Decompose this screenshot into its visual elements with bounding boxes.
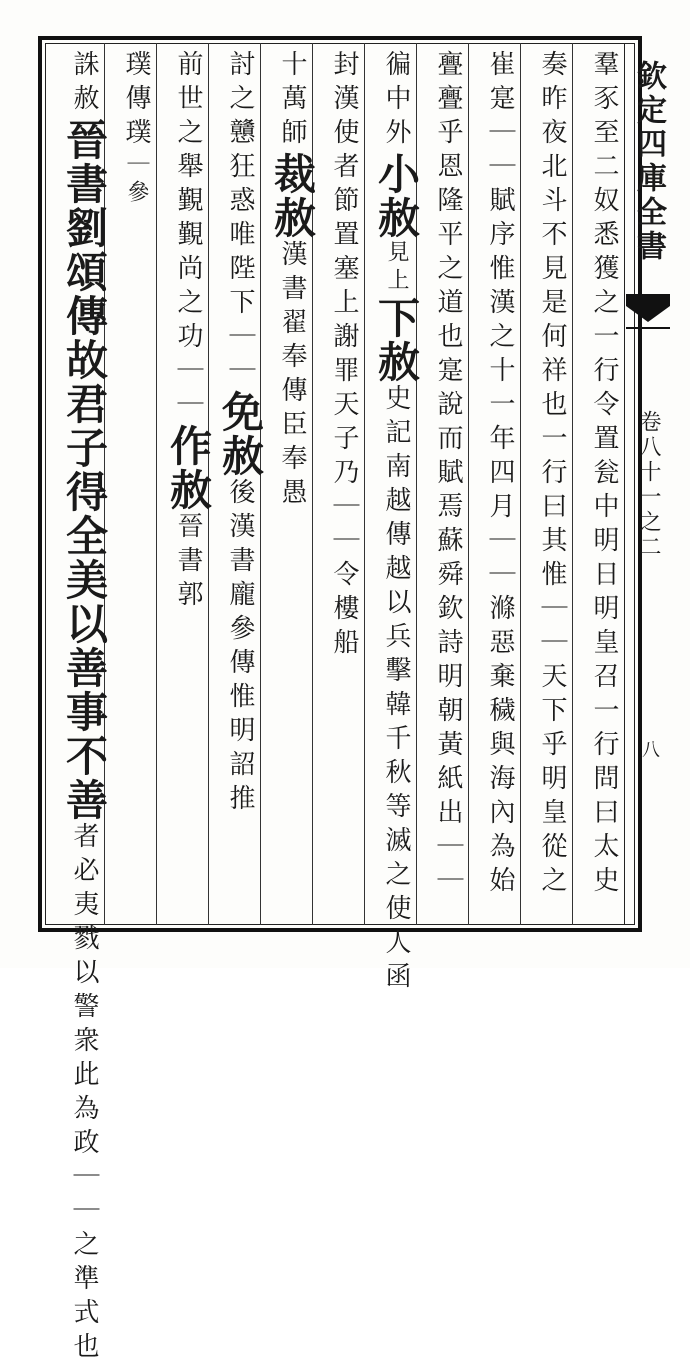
- text-column: 亹亹乎恩隆平之道也寔說而賦焉蘇舜欽詩明朝黃紙出｜｜: [433, 50, 463, 900]
- text-column: 前世之舉覲覲尚之功｜｜作赦晉書郭: [164, 50, 213, 614]
- fishtail-mark-icon: [624, 292, 672, 332]
- text-column: 奏昨夜北斗不見是何祥也一行曰其惟｜｜天下乎明皇從之: [537, 50, 567, 900]
- entry-heading: 免赦: [216, 390, 265, 478]
- text-column: 璞傳璞｜參: [121, 50, 151, 208]
- text-column: 誅赦晉書劉頌傳故君子得全美以善事不善者必夷戮以警衆此為政｜｜之準式也: [60, 50, 109, 1366]
- entry-heading: 裁赦: [268, 152, 317, 240]
- entry-heading: 晉書劉頌傳故君子得全美以善事不善: [60, 118, 109, 822]
- text-column: 徧中外小赦見上下赦史記南越傳越以兵擊韓千秋等滅之使人函: [372, 50, 421, 996]
- text-column: 封漢使者節置塞上謝罪天子乃｜｜令樓船: [329, 50, 359, 662]
- entry-heading: 下赦: [372, 296, 421, 384]
- text-column: 討之戇狂惑唯陛下｜｜免赦後漢書龐參傳惟明詔推: [216, 50, 265, 818]
- entry-heading: 作赦: [164, 424, 213, 512]
- text-column: 崔寔｜｜賦序惟漢之十一年四月｜｜滌惡棄穢與海內為始: [485, 50, 515, 900]
- page-number: 八: [639, 740, 660, 758]
- entry-heading: 小赦: [372, 152, 421, 240]
- text-column: 羣豕至二奴悉獲之一行令置瓮中明日明皇召一行問曰太史: [589, 50, 619, 900]
- volume-label: 卷八十一之二: [636, 410, 661, 560]
- text-column: 十萬師裁赦漢書翟奉傳臣奉愚: [268, 50, 317, 512]
- book-title: 欽定四庫全書: [631, 60, 666, 264]
